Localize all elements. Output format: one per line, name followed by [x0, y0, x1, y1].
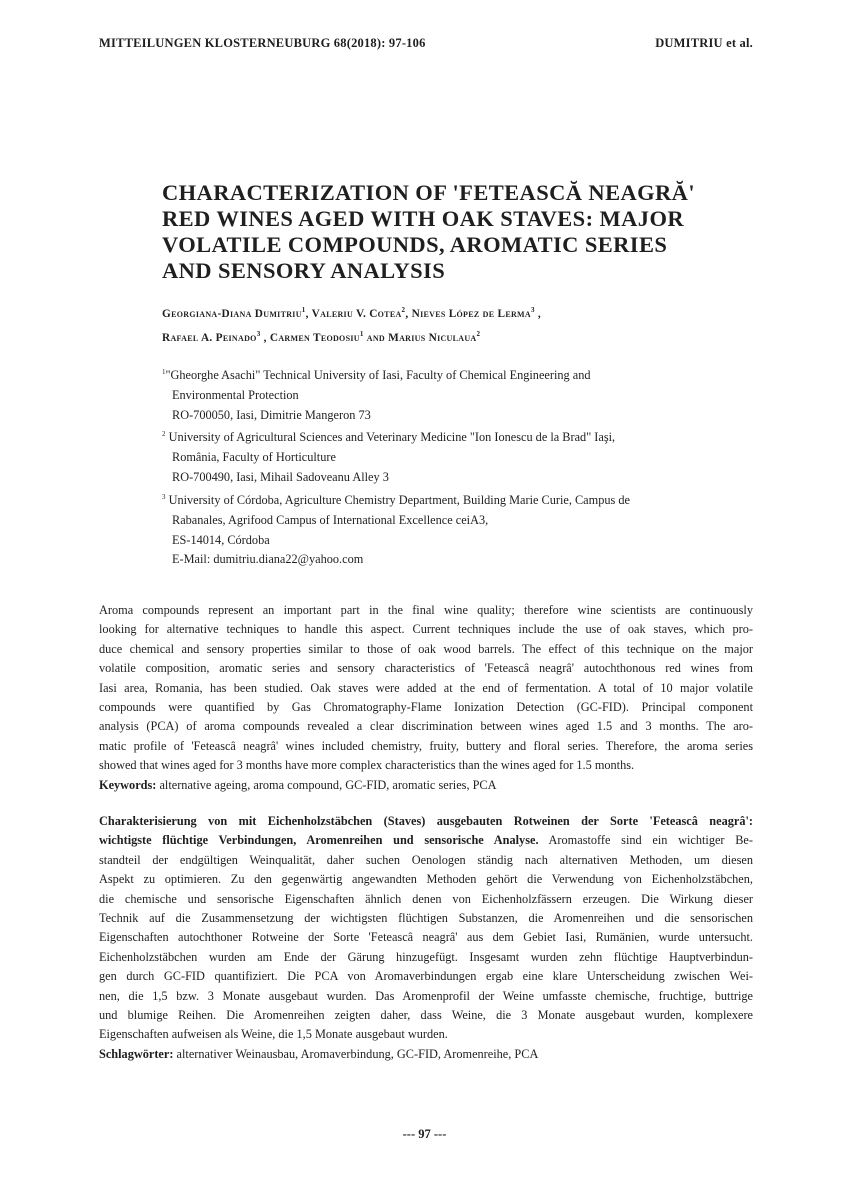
affiliation-text: University of Córdoba, Agriculture Chemistry Department, Building Marie Curie, Campus de: [168, 493, 630, 508]
keywords-text: alternativer Weinausbau, Aromaverbindung, GC-FID, Aromenreihe, PCA: [173, 1046, 539, 1061]
keywords: [99, 1045, 753, 1064]
abstract-line: analysis (PCA) of aroma compounds revealed a clear discrimination between wines aged 1.5 and 3 months. The aro-: [99, 719, 753, 734]
title-line: CHARACTERIZATION OF 'FETEASCĂ NEAGRĂ': [162, 180, 695, 205]
affiliation-text: University of Agricultural Sciences and Veterinary Medicine "Ion Ionescu de la Brad" Iaşi,: [168, 430, 616, 445]
abstract-line: compounds were quantified by Gas Chromatography-Flame Ionization Detection (GC-FID). Principal component: [99, 700, 753, 715]
affiliation-3: [162, 488, 722, 570]
author-name: Georgiana-Diana Dumitriu: [162, 307, 302, 320]
affiliation-line: RO-700490, Iasi, Mihail Sadoveanu Alley 3: [172, 470, 389, 485]
paper-title: [162, 180, 762, 284]
affiliation-line: [162, 363, 722, 386]
affiliation-1: [162, 363, 722, 425]
abstract-line: Aspekt zu optimieren. Zu den gegenwärtig angewandten Methoden gehört die Verwendung von Eichenholzstäbchen,: [99, 872, 753, 887]
author-name: Marius Niculaua: [388, 331, 477, 344]
abstract-german: [99, 812, 753, 1064]
author-name: Nieves López de Lerma: [411, 307, 531, 320]
author-line: [162, 324, 742, 348]
abstract-line: volatile composition, aromatic series and sensory characteristics of 'Feteascâ neagrâ' autochthonous red wines from: [99, 661, 753, 676]
abstract-line: showed that wines aged for 3 months have more complex characteristics than the wines aged for 1.5 months.: [99, 758, 635, 773]
affiliation-mark: 2: [162, 430, 166, 439]
title-line: VOLATILE COMPOUNDS, AROMATIC SERIES: [162, 232, 668, 257]
affiliation-2: [162, 425, 722, 487]
abstract-line: matic profile of 'Feteascâ neagrâ' wines included chemistry, fruity, buttery and floral series. Therefore, the aroma series: [99, 738, 753, 753]
keywords-label: Schlagwörter:: [99, 1046, 174, 1061]
author-separator: ,: [260, 331, 270, 344]
abstract-line: die chemische und sensorische Eigenschaften ähnlich denen von Eichenholzfässern erzeugen. Die Wirkung dieser: [99, 891, 753, 906]
abstract-line: Technik auf die Zusammensetzung der wichtigsten flüchtigen Substanzen, die Aromenreihen und die sensorischen: [99, 911, 753, 926]
contact-email: E-Mail: dumitriu.diana22@yahoo.com: [172, 552, 364, 567]
journal-citation: MITTEILUNGEN KLOSTERNEUBURG 68(2018): 97-106: [99, 36, 426, 50]
keywords: [99, 776, 753, 795]
author-affiliation-mark: 1: [301, 306, 306, 314]
title-line: AND SENSORY ANALYSIS: [162, 258, 446, 283]
affiliation-line: ES-14014, Córdoba: [172, 532, 270, 547]
keywords-label: Keywords:: [99, 777, 157, 792]
page-number: --- 97 ---: [402, 1127, 447, 1141]
running-authors: DUMITRIU et al.: [655, 36, 753, 50]
abstract-line: Aroma compounds represent an important part in the final wine quality; therefore wine scientists are continuously: [99, 603, 753, 617]
abstract-line: und blumige Reihen. Die Aromenreihen zeigten daher, dass Weine, die 3 Monate ausgebaut wurden, komplexere: [99, 1008, 753, 1023]
affiliation-mark: 3: [162, 492, 166, 501]
abstract-line: looking for alternative techniques to handle this aspect. Current techniques include the use of oak staves, which pro-: [99, 622, 753, 637]
abstract-line: Eigenschaften aufweisen als Weine, die 1,5 Monate ausgebaut wurden.: [99, 1027, 448, 1042]
abstract-line: standteil der endgültigen Weinqualität, daher suchen Oenologen ständig nach alternativen Methoden, um diesen: [99, 852, 753, 867]
abstract-english: [99, 601, 753, 795]
title-line: RED WINES AGED WITH OAK STAVES: MAJOR: [162, 206, 684, 231]
abstract-line: [99, 831, 753, 850]
author-affiliation-mark: 2: [401, 306, 406, 314]
author-separator: and: [363, 331, 389, 344]
affiliation-line: Environmental Protection: [172, 387, 299, 402]
abstract-line: Eichenholzstäbchen wurden am Ende der Gärung hinzugefügt. Insgesamt wurden zehn flüchtige Hauptverbindun-: [99, 949, 753, 964]
author-affiliation-mark: 2: [476, 329, 481, 338]
affiliation-line: România, Faculty of Horticulture: [172, 450, 336, 465]
abstract-line: duce chemical and sensory properties similar to those of oak wood barrels. The effect of this technique on the major: [99, 641, 753, 656]
keywords-text: alternative ageing, aroma compound, GC-FID, aromatic series, PCA: [156, 777, 497, 792]
author-line: [162, 300, 742, 324]
affiliation-line: RO-700050, Iasi, Dimitrie Mangeron 73: [172, 407, 371, 422]
german-title-line: wichtigste flüchtige Verbindungen, Aromenreihen und sensorische Analyse.: [99, 833, 539, 848]
author-name: Valeriu V. Cotea: [311, 307, 402, 320]
abstract-line: Iasi area, Romania, has been studied. Oak staves were added at the end of fermentation. A total of 10 major volatile: [99, 680, 753, 695]
affiliation-line: [162, 425, 722, 448]
abstract-line: Eigenschaften autochthoner Rotweine der Sorte 'Feteascâ neagrâ' aus dem Gebiet Iasi, Rumänien, wurde untersucht.: [99, 930, 753, 945]
running-head: [99, 36, 753, 51]
author-separator: ,: [534, 307, 542, 320]
author-affiliation-mark: 1: [359, 329, 364, 338]
abstract-line: nen, die 1,5 bzw. 3 Monate ausgebaut wurden. Das Aromenprofil der Weine umfasste chemische, fruchtige, buttrige: [99, 988, 753, 1003]
affiliation-mark: 1: [162, 368, 166, 376]
author-affiliation-mark: 3: [256, 329, 261, 338]
author-name: Carmen Teodosiu: [269, 331, 360, 344]
affiliation-line: Rabanales, Agrifood Campus of International Excellence ceiA3,: [172, 512, 489, 527]
affiliations: [162, 363, 722, 570]
abstract-line: gen durch GC-FID quantifiziert. Die PCA von Aromaverbindungen ergab eine klare Unterscheidung zwischen Wei-: [99, 969, 753, 984]
affiliation-line: [162, 488, 722, 511]
author-name: Rafael A. Peinado: [162, 331, 257, 344]
author-affiliation-mark: 3: [530, 306, 535, 314]
author-separator: ,: [305, 307, 312, 320]
abstract-text: Aromastoffe sind ein wichtiger Be-: [538, 833, 753, 848]
author-list: [162, 300, 742, 348]
affiliation-text: "Gheorghe Asachi" Technical University of Iasi, Faculty of Chemical Engineering and: [165, 368, 591, 383]
german-title-line: Charakterisierung von mit Eichenholzstäbchen (Staves) ausgebauten Rotweinen der Sorte 'Feteascâ neagrâ':: [99, 814, 753, 828]
author-separator: ,: [405, 307, 412, 320]
